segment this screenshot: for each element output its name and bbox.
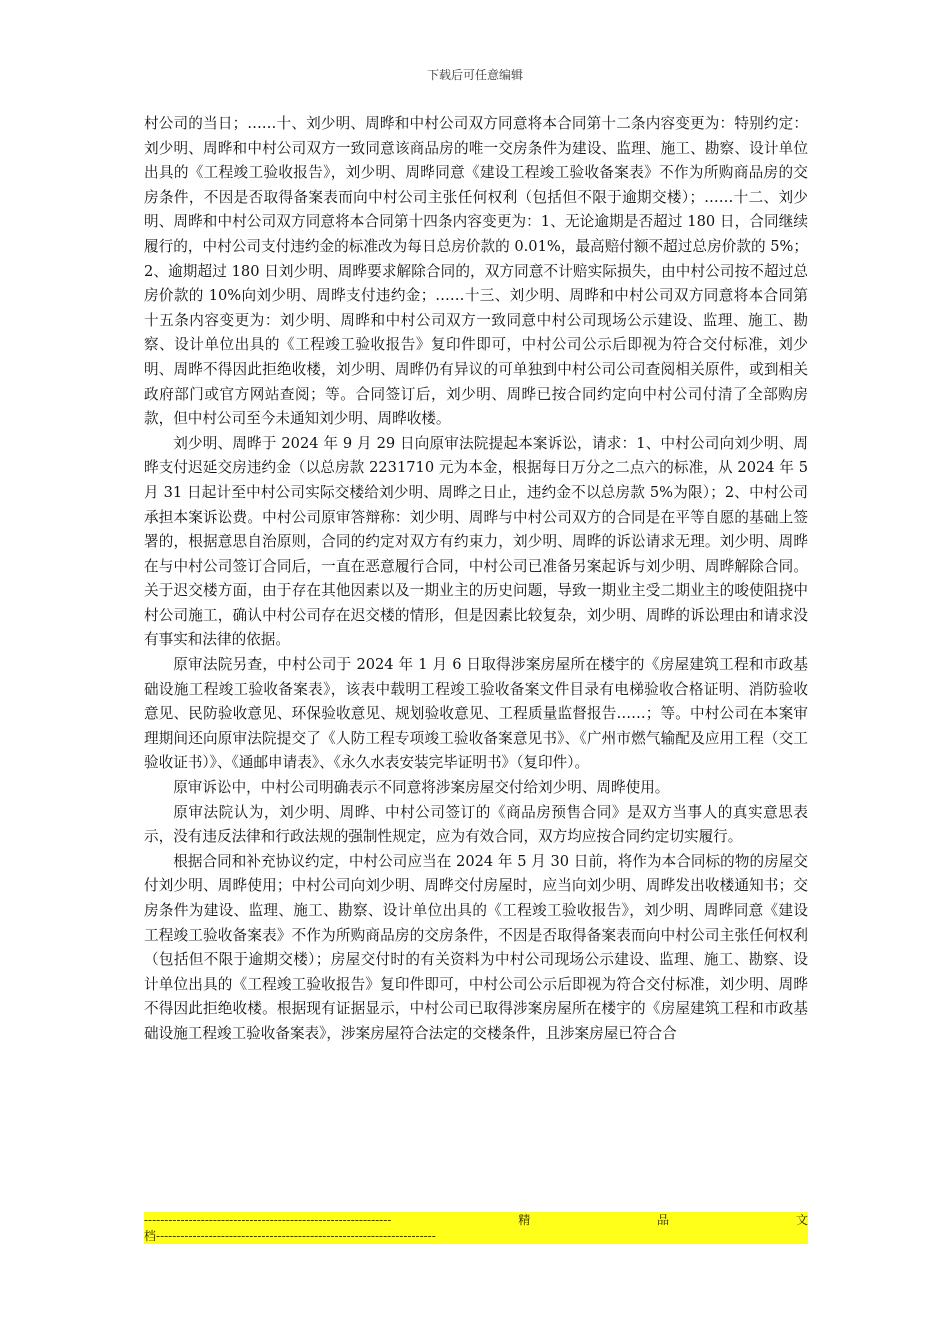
paragraph-3: 原审法院另查，中村公司于 2024 年 1 月 6 日取得涉案房屋所在楼宇的《房屋建筑工程和市政基础设施工程竣工验收备案表》，该表中载明工程竣工验收备案文件目录有电梯验收合格证明、消防验收意见、民防验收意见、环保验收意见、规划验收意见、工程质量监督报告……；等。中村公司在本案审理期间还向原审法院提交了《人防工程专项竣工验收备案意见书》、《广州市燃气输配及应用工程（交工验收证书）》、《通邮申请表》、《永久水表安装完毕证明书》（复印件）。	[144, 656, 808, 772]
footer-char-1: 精	[518, 1213, 531, 1227]
paragraph-1: 村公司的当日；……十、刘少明、周晔和中村公司双方同意将本合同第十二条内容变更为：特别约定：刘少明、周晔和中村公司双方一致同意该商品房的唯一交房条件为建设、监理、施工、勘察、设计单位出具的《工程竣工验收报告》，刘少明、周晔同意《建设工程竣工验收备案表》不作为所购商品房的交房条件，不因是否取得备案表而向中村公司主张任何权利（包括但不限于逾期交楼）；……十二、刘少明、周晔和中村公司双方同意将本合同第十四条内容变更为：1、无论逾期是否超过 180 日，合同继续履行的，中村公司支付违约金的标准改为每日总房价款的 0.01%，最高赔付额不超过总房价款的 5%；2、逾期超过 180 日刘少明、周晔要求解除合同的，双方同意不计赔实际损失，由中村公司按不超过总房价款的 10%向刘少明、周晔支付违约金；……十三、刘少明、周晔和中村公司双方同意将本合同第十五条内容变更为：刘少明、周晔和中村公司双方一致同意中村公司现场公示建设、监理、施工、勘察、设计单位出具的《工程竣工验收报告》复印件即可，中村公司公示后即视为符合交付标准，刘少明、周晔不得因此拒绝收楼，刘少明、周晔仍有异议的可单独到中村公司公司查阅相关原件，或到相关政府部门或官方网站查阅；等。合同签订后，刘少明、周晔已按合同约定向中村公司付清了全部购房款，但中村公司至今未通知刘少明、周晔收楼。	[144, 115, 808, 428]
page-header: 下载后可任意编辑	[426, 68, 523, 82]
footer-dashes-right: ---------------------------------------------------------------------	[156, 1229, 436, 1243]
footer-char-2: 品	[657, 1213, 670, 1227]
paragraph-5: 原审法院认为，刘少明、周晔、中村公司签订的《商品房预售合同》是双方当事人的真实意思表示，没有违反法律和行政法规的强制性规定，应为有效合同，双方均应按合同约定切实履行。	[144, 803, 808, 846]
footer-char-3: 文	[795, 1213, 808, 1227]
paragraph-2: 刘少明、周晔于 2024 年 9 月 29 日向原审法院提起本案诉讼，请求：1、中村公司向刘少明、周晔支付迟延交房违约金（以总房款 2231710 元为本金，根据每日万分之二点六的标准，从 2024 年 5 月 31 日起计至中村公司实际交楼给刘少明、周晔之日止，违约金不以总房款 5%为限）；2、中村公司承担本案诉讼费。中村公司原审答辩称：刘少明、周晔与中村公司双方的合同是在平等自愿的基础上签署的，根据意思自治原则，合同的约定对双方有约束力，刘少明、周晔的诉讼请求无理。刘少明、周晔在与中村公司签订合同后，一直在恶意履行合同，中村公司已准备另案起诉与刘少明、周晔解除合同。关于迟交楼方面，由于存在其他因素以及一期业主的历史问题，导致一期业主受二期业主的唆使阻挠中村公司施工，确认中村公司存在迟交楼的情形，但是因素比较复杂，刘少明、周晔的诉讼理由和请求没有事实和法律的依据。	[144, 434, 808, 649]
footer-dashes-left: -------------------------------------------------------------	[144, 1213, 392, 1227]
paragraph-4: 原审诉讼中，中村公司明确表示不同意将涉案房屋交付给刘少明、周晔使用。	[173, 779, 670, 797]
footer-line-2	[144, 1228, 488, 1244]
footer-line-1	[144, 1212, 808, 1228]
paragraph-6: 根据合同和补充协议约定，中村公司应当在 2024 年 5 月 30 日前，将作为本合同标的物的房屋交付刘少明、周晔使用；中村公司向刘少明、周晔交付房屋时，应当向刘少明、周晔发出收楼通知书；交房条件为建设、监理、施工、勘察、设计单位出具的《工程竣工验收报告》，刘少明、周晔同意《建设工程竣工验收备案表》不作为所购商品房的交房条件，不因是否取得备案表而向中村公司主张任何权利（包括但不限于逾期交楼）；房屋交付时的有关资料为中村公司现场公示建设、监理、施工、勘察、设计单位出具的《工程竣工验收报告》复印件即可，中村公司公示后即视为符合交付标准，刘少明、周晔不得因此拒绝收楼。根据现有证据显示，中村公司已取得涉案房屋所在楼宇的《房屋建筑工程和市政基础设施工程竣工验收备案表》，涉案房屋符合法定的交楼条件，且涉案房屋已符合合	[144, 852, 808, 1042]
document-body	[144, 112, 808, 1047]
footer-watermark-band	[144, 1212, 808, 1244]
footer-char-last: 档	[144, 1229, 157, 1243]
